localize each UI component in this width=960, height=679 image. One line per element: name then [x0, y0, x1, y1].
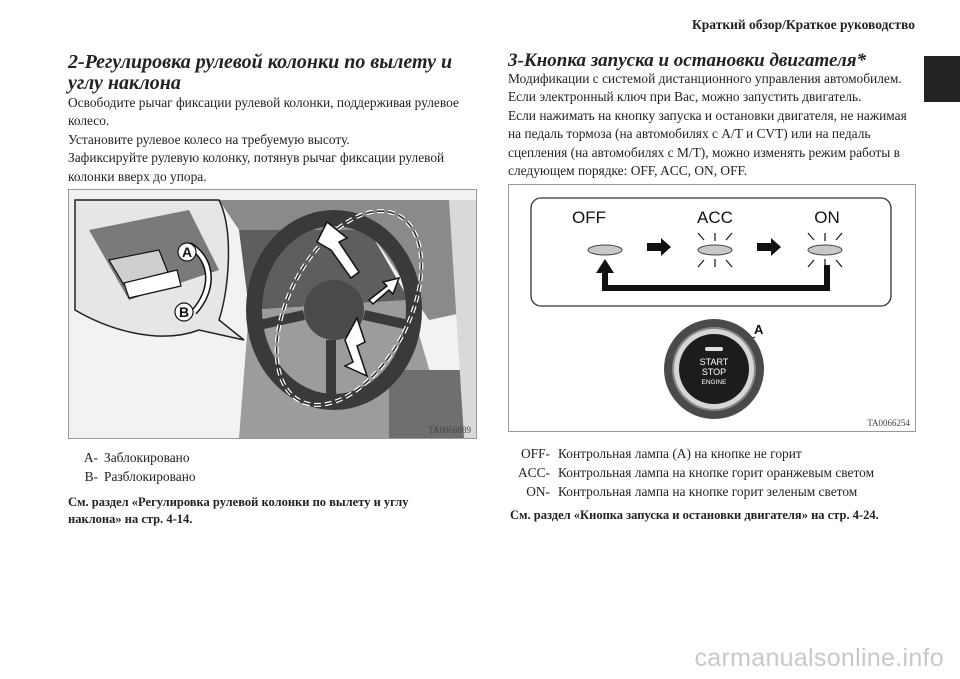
figure-id: TA0066254	[867, 418, 910, 428]
legend-key: B-	[84, 469, 98, 484]
button-text-engine: ENGINE	[701, 379, 727, 386]
steering-para-1: Освободите рычаг фиксации рулевой колонки, поддерживая рулевое колесо.	[68, 95, 459, 129]
legend-key: ON-	[526, 484, 550, 499]
legend-text: Заблокировано	[104, 450, 190, 465]
steering-para-3: Зафиксируйте рулевую колонку, потянув рычаг фиксации рулевой колонки вверх до упора.	[68, 150, 445, 184]
section-tab	[924, 56, 960, 102]
page-header: Краткий обзор/Краткое руководство	[692, 17, 915, 32]
steering-reference: См. раздел «Регулировка рулевой колонки по вылету и углу наклона» на стр. 4-14.	[68, 495, 409, 526]
engine-para-1: Модификации с системой дистанционного управления автомобилем.	[508, 71, 902, 86]
legend-text: Контрольная лампа (A) на кнопке не горит	[558, 446, 802, 461]
engine-figure	[508, 184, 916, 432]
legend-row	[82, 467, 462, 486]
lock-label-a: A	[182, 244, 193, 260]
engine-legend	[510, 444, 910, 501]
unlock-label-b: B	[179, 304, 190, 320]
steering-figure	[68, 189, 477, 439]
right-column	[508, 52, 916, 180]
engine-illustration	[509, 185, 915, 431]
legend-key: OFF-	[520, 446, 550, 461]
steering-para-2: Установите рулевое колесо на требуемую высоту.	[68, 131, 350, 147]
legend-text: Контрольная лампа на кнопке горит зеленым светом	[558, 484, 858, 499]
steering-heading: 2-Регулировка рулевой колонки по вылету и углу наклона	[68, 51, 453, 94]
legend-row	[510, 463, 910, 482]
mode-on-label: ON	[814, 208, 840, 227]
button-text-stop: STOP	[701, 367, 727, 377]
figure-id: TA0066889	[428, 425, 471, 435]
engine-para-2: Если электронный ключ при Вас, можно запустить двигатель.	[508, 89, 862, 105]
button-text-start: START	[699, 357, 729, 367]
legend-key: ACC-	[518, 465, 550, 480]
legend-key: A-	[83, 450, 98, 465]
engine-para-3: Если нажимать на кнопку запуска и остановки двигателя, не нажимая на педаль тормоза (на автомобилях с A/T и CVT) или на педаль сцепления (на автомобилях с M/T), можно изменять режим работы в следующем порядке: OFF, ACC, ON, OFF.	[508, 107, 907, 179]
steering-illustration	[69, 190, 476, 438]
legend-row	[510, 482, 910, 501]
mode-off-label: OFF	[572, 208, 606, 227]
steering-legend	[82, 448, 462, 486]
mode-acc-label: ACC	[697, 208, 733, 227]
engine-reference: См. раздел «Кнопка запуска и остановки двигателя» на стр. 4-24.	[510, 508, 879, 522]
watermark: carmanualsonline.info	[694, 644, 944, 672]
legend-row	[82, 448, 462, 467]
engine-button-heading: 3-Кнопка запуска и остановки двигателя*	[508, 50, 867, 71]
lamp-label-a: A	[754, 322, 764, 337]
legend-row	[510, 444, 910, 463]
legend-text: Разблокировано	[104, 469, 196, 484]
left-column	[68, 52, 476, 186]
legend-text: Контрольная лампа на кнопке горит оранжевым светом	[558, 465, 875, 480]
